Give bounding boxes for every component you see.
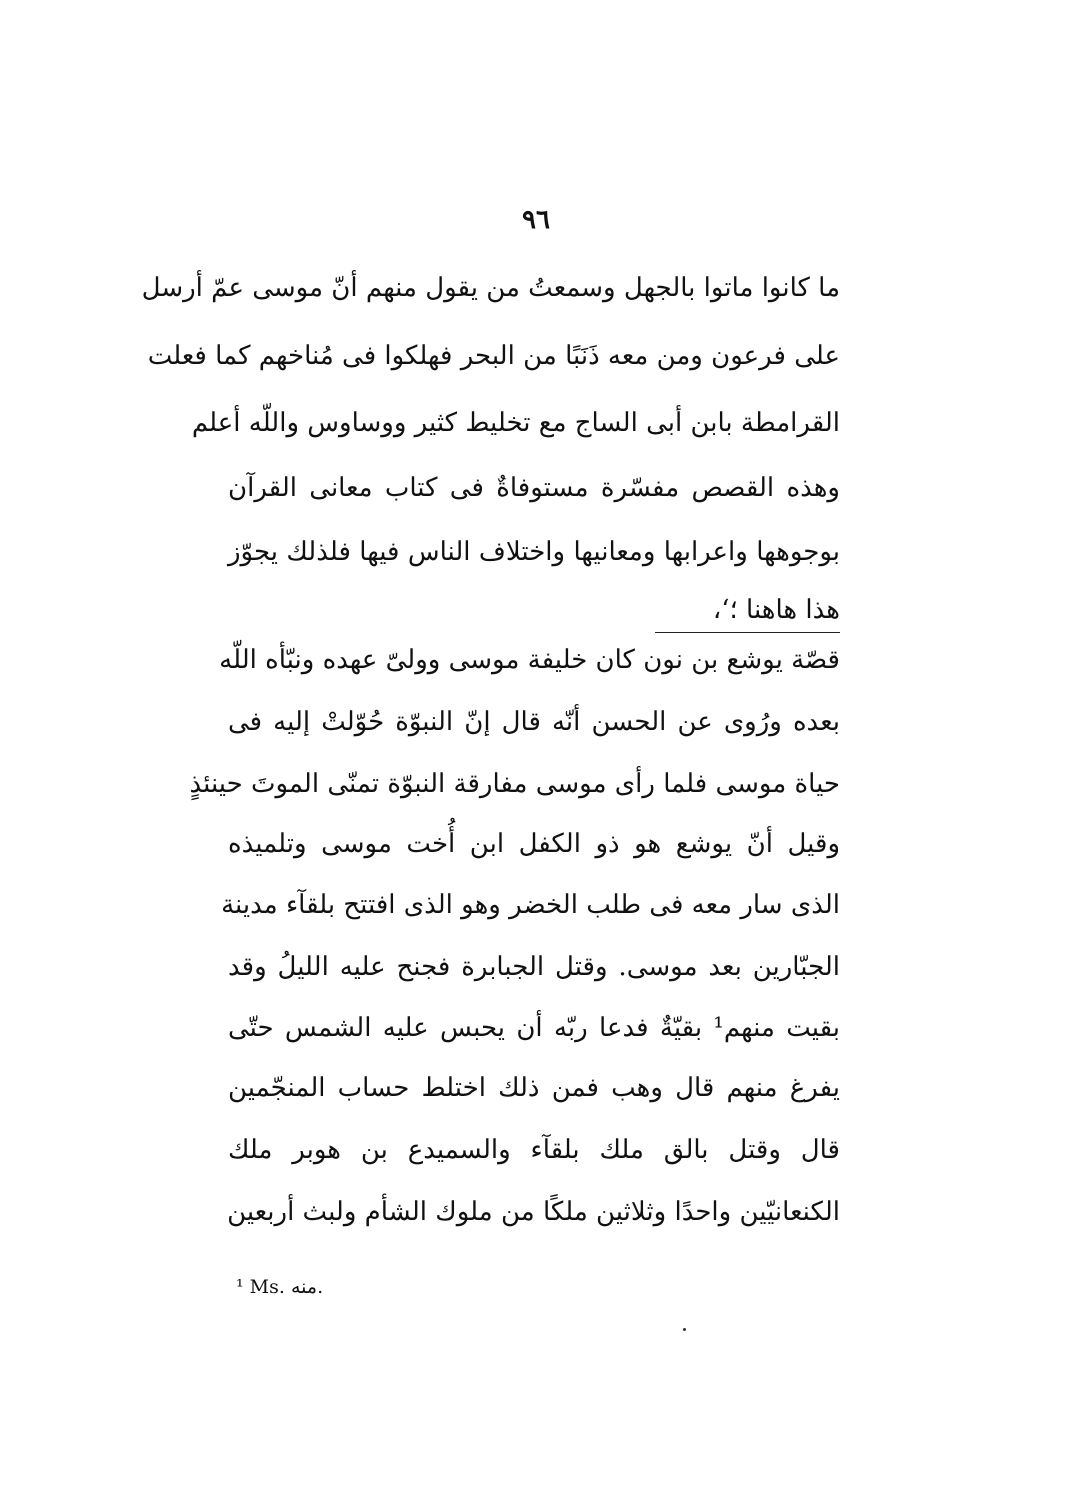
text-line: بوجوهها واعرابها ومعانيها واختلاف الناس فيها فلذلك يجوّز: [228, 537, 840, 567]
text-line: حياة موسى فلما رأى موسى مفارقة النبوّة تمنّى الموتَ حينئذٍ: [189, 769, 840, 799]
text-line: الكنعانيّين واحدًا وثلاثين ملكًا من ملوك الشأم ولبث أربعين: [227, 1197, 840, 1227]
paragraph-1: [141, 268, 840, 628]
section-divider: [655, 632, 840, 633]
text-line: الجبّارين بعد موسى. وقتل الجبابرة فجنح عليه الليلُ وقد: [228, 952, 840, 982]
text-line: على فرعون ومن معه ذَنَبًا من البحر فهلكوا فى مُناخهم كما فعلت: [147, 341, 840, 371]
text-line: هذا هاهنا ؛‘،: [712, 595, 840, 625]
footnote: ¹ Ms. منه.: [236, 1276, 324, 1298]
text-line: ما كانوا ماتوا بالجهل وسمعتُ من يقول منهم أنّ موسى عمّ أرسل: [141, 273, 840, 303]
text-line: بقيت منهم¹ بقيّةٌ فدعا ربّه أن يحبس عليه الشمس حتّى: [228, 1013, 840, 1043]
text-line: الذى سار معه فى طلب الخضر وهو الذى افتتح بلقآء مدينة: [221, 890, 840, 920]
paragraph-2: [189, 640, 840, 1240]
text-line: وقيل أنّ يوشع هو ذو الكفل ابن أُخت موسى وتلميذه: [228, 829, 840, 859]
text-line: يفرغ منهم قال وهب فمن ذلك اختلط حساب المنجّمين: [228, 1073, 840, 1103]
scan-speck: [683, 1328, 686, 1331]
text-line: بعده ورُوى عن الحسن أنّه قال إنّ النبوّة حُوّلتْ إليه فى: [228, 707, 840, 737]
text-line: قال وقتل بالق ملك بلقآء والسميدع بن هوبر ملك: [228, 1135, 840, 1165]
text-line: قصّة يوشع بن نون كان خليفة موسى وولىّ عهده ونبّأه اللّه: [219, 645, 840, 675]
text-line: وهذه القصص مفسّرة مستوفاةٌ فى كتاب معانى القرآن: [228, 473, 840, 503]
page-number: ٩٦: [522, 205, 550, 235]
text-line: القرامطة بابن أبى الساج مع تخليط كثير ووساوس واللّه أعلم: [191, 408, 840, 438]
